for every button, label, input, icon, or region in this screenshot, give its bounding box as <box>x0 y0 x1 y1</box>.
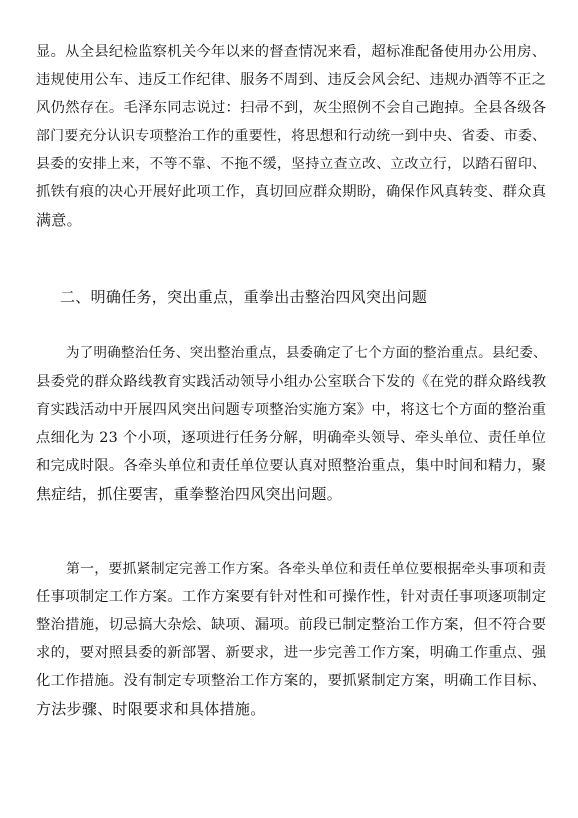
text-line: 部门要充分认识专项整治工作的重要性，将思想和行动统一到中央、省委、市委、 <box>36 128 547 144</box>
text-line: 抓铁有痕的决心开展好此项工作，真切回应群众期盼，确保作风真转变、群众真 <box>36 184 547 200</box>
text-line: 焦症结，抓住要害，重拳整治四风突出问题。 <box>36 485 343 503</box>
paragraph-continuation <box>36 38 546 234</box>
text-line: 求的，要对照县委的新部署、新要求，进一步完善工作方案，明确工作重点、强 <box>36 645 547 661</box>
text-line: 方法步骤、时限要求和具体措施。 <box>36 700 266 718</box>
text-line: 育实践活动中开展四风突出问题专项整治实施方案》中，将这七个方面的整治重 <box>36 402 547 418</box>
text-line: 县委党的群众路线教育实践活动领导小组办公室联合下发的《在党的群众路线教 <box>36 374 547 390</box>
text-line: 为了明确整治任务、突出整治重点，县委确定了七个方面的整治重点。县纪委、 <box>66 346 547 361</box>
text-line: 违规使用公车、违反工作纪律、服务不周到、违反会风会纪、违规办酒等不正之 <box>36 72 547 88</box>
text-line: 点细化为 23 个小项，逐项进行任务分解，明确牵头领导、牵头单位、责任单位 <box>36 430 547 446</box>
text-line: 和完成时限。各牵头单位和责任单位要认真对照整治重点，集中时间和精力，聚 <box>36 458 547 474</box>
text-line: 满意。 <box>36 211 82 229</box>
paragraph-first-point <box>36 555 546 723</box>
text-line: 县委的安排上来，不等不靠、不拖不缓，坚持立查立改、立改立行，以踏石留印、 <box>36 156 547 172</box>
text-line: 化工作措施。没有制定专项整治工作方案的，要抓紧制定方案，明确工作目标、 <box>36 673 547 689</box>
text-line: 整治措施，切忌搞大杂烩、缺项、漏项。前段已制定整治工作方案，但不符合要 <box>36 617 547 633</box>
text-line: 显。从全县纪检监察机关今年以来的督查情况来看，超标准配备使用办公用房、 <box>36 44 547 60</box>
section-heading: 二、明确任务，突出重点，重拳出击整治四风突出问题 <box>60 288 428 306</box>
text-line: 任事项制定工作方案。工作方案要有针对性和可操作性，针对责任事项逐项制定 <box>36 589 547 605</box>
paragraph-tasks <box>36 340 546 508</box>
text-line: 风仍然存在。毛泽东同志说过：扫帚不到，灰尘照例不会自己跑掉。全县各级各 <box>36 100 547 116</box>
text-line: 第一，要抓紧制定完善工作方案。各牵头单位和责任单位要根据牵头事项和责 <box>66 561 547 577</box>
